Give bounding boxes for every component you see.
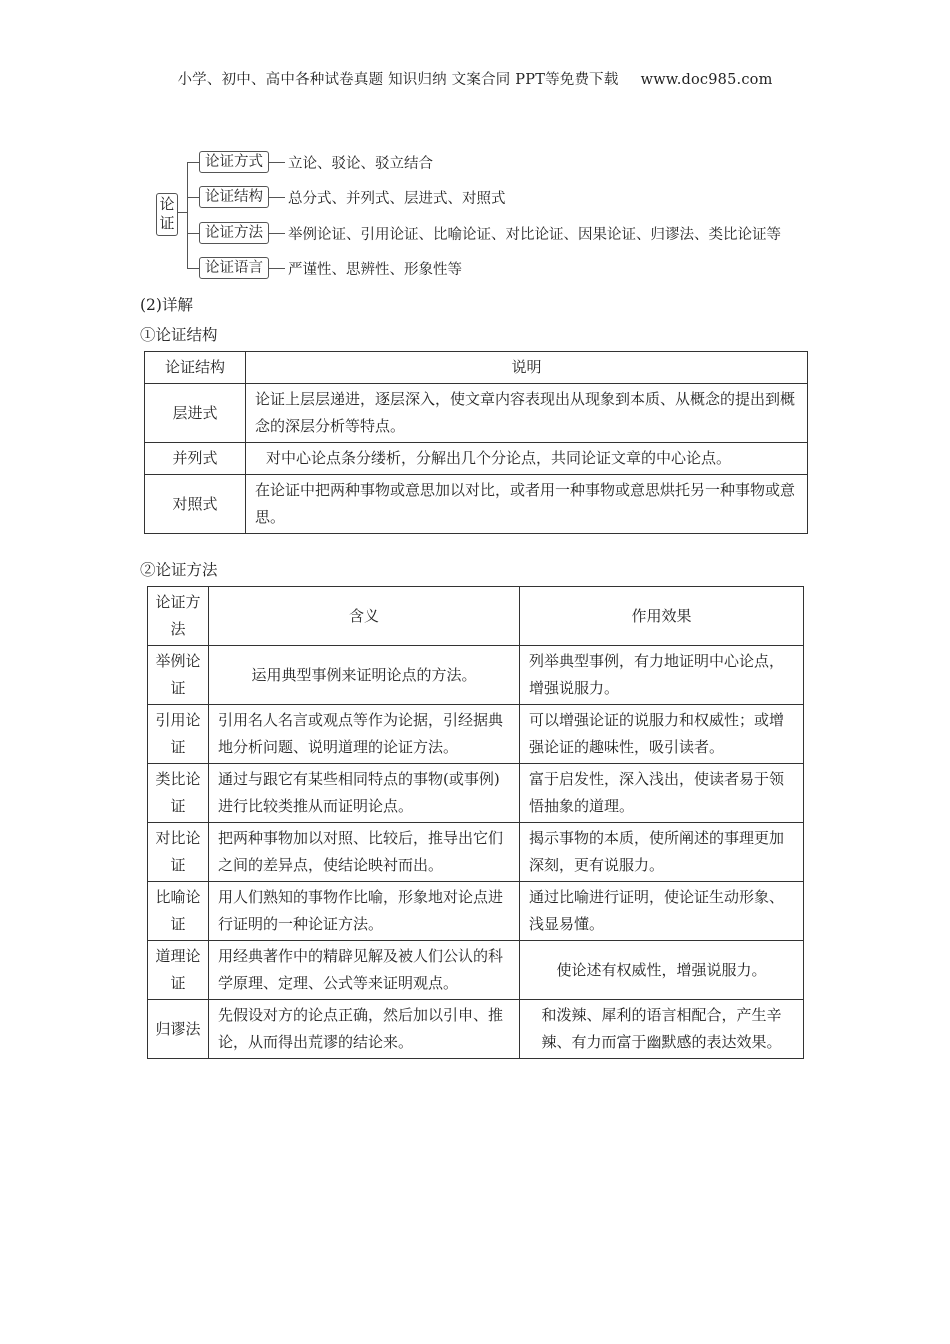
table-row: [148, 823, 804, 882]
mind-map-branch: [187, 257, 462, 279]
section-heading-details: (2)详解: [140, 296, 193, 314]
mind-map-spine: [187, 162, 188, 268]
branch-text: 立论、驳论、驳立结合: [288, 155, 433, 172]
table-cell: 在论证中把两种事物或意思加以对比，或者用一种事物或意思烘托另一种事物或意思。: [246, 475, 808, 534]
table-row: [148, 764, 804, 823]
table-cell: 用人们熟知的事物作比喻，形象地对论点进行证明的一种论证方法。: [209, 882, 520, 941]
mind-map-connector: [177, 212, 187, 213]
table-row: [148, 705, 804, 764]
branch-label: 论证语言: [199, 257, 269, 279]
table-row: [148, 882, 804, 941]
table-header-cell: 含义: [209, 587, 520, 646]
section-heading-structure: ①论证结构: [140, 326, 218, 344]
table-header-row: [148, 587, 804, 646]
table-row: [148, 646, 804, 705]
table-row: [145, 384, 808, 443]
table-cell: 道理论证: [148, 941, 209, 1000]
table-cell: 富于启发性，深入浅出，使读者易于领悟抽象的道理。: [520, 764, 804, 823]
table-cell: 类比论证: [148, 764, 209, 823]
table-cell: 层进式: [145, 384, 246, 443]
mind-map-root: 论证: [156, 193, 178, 236]
table-row: [145, 475, 808, 534]
table-cell: 并列式: [145, 443, 246, 475]
table-header-cell: 说明: [246, 352, 808, 384]
table-cell: 对照式: [145, 475, 246, 534]
mind-map-branch: [187, 186, 506, 208]
mind-map: [150, 145, 850, 285]
table-cell: 通过比喻进行证明，使论证生动形象、浅显易懂。: [520, 882, 804, 941]
table-cell: 比喻论证: [148, 882, 209, 941]
header-url: www.doc985.com: [640, 72, 773, 88]
table-cell: 对比论证: [148, 823, 209, 882]
table-cell: 对中心论点条分缕析，分解出几个分论点，共同论证文章的中心论点。: [246, 443, 808, 475]
table-cell: 归谬法: [148, 1000, 209, 1059]
branch-text: 严谨性、思辨性、形象性等: [288, 261, 462, 278]
branch-text: 举例论证、引用论证、比喻论证、对比论证、因果论证、归谬法、类比论证等: [288, 226, 781, 243]
branch-label: 论证方式: [199, 151, 269, 173]
header-text: 小学、初中、高中各种试卷真题 知识归纳 文案合同 PPT等免费下载: [177, 72, 619, 88]
table-row: [148, 1000, 804, 1059]
structure-table: [144, 351, 808, 534]
branch-text: 总分式、并列式、层进式、对照式: [288, 190, 506, 207]
table-header-row: [145, 352, 808, 384]
table-cell: 举例论证: [148, 646, 209, 705]
table-cell: 把两种事物加以对照、比较后，推导出它们之间的差异点，使结论映衬而出。: [209, 823, 520, 882]
mind-map-branch: [187, 151, 433, 173]
table-cell: 运用典型事例来证明论点的方法。: [209, 646, 520, 705]
branch-label: 论证结构: [199, 186, 269, 208]
table-cell: 用经典著作中的精辟见解及被人们公认的科学原理、定理、公式等来证明观点。: [209, 941, 520, 1000]
table-cell: 论证上层层递进，逐层深入，使文章内容表现出从现象到本质、从概念的提出到概念的深层分析等特点。: [246, 384, 808, 443]
section-heading-methods: ②论证方法: [140, 561, 218, 579]
mind-map-branch: [187, 222, 781, 244]
table-cell: 和泼辣、犀利的语言相配合，产生辛辣、有力而富于幽默感的表达效果。: [520, 1000, 804, 1059]
branch-label: 论证方法: [199, 222, 269, 244]
table-cell: 使论述有权威性，增强说服力。: [520, 941, 804, 1000]
methods-table: [147, 586, 804, 1059]
table-header-cell: 论证方法: [148, 587, 209, 646]
table-cell: 引用论证: [148, 705, 209, 764]
table-cell: 通过与跟它有某些相同特点的事物(或事例)进行比较类推从而证明论点。: [209, 764, 520, 823]
table-cell: 可以增强论证的说服力和权威性；或增强论证的趣味性，吸引读者。: [520, 705, 804, 764]
table-cell: 先假设对方的论点正确，然后加以引申、推论，从而得出荒谬的结论来。: [209, 1000, 520, 1059]
table-cell: 揭示事物的本质，使所阐述的事理更加深刻，更有说服力。: [520, 823, 804, 882]
table-header-cell: 论证结构: [145, 352, 246, 384]
table-row: [145, 443, 808, 475]
table-row: [148, 941, 804, 1000]
page-header: [0, 68, 950, 89]
table-cell: 列举典型事例，有力地证明中心论点，增强说服力。: [520, 646, 804, 705]
table-cell: 引用名人名言或观点等作为论据，引经据典地分析问题、说明道理的论证方法。: [209, 705, 520, 764]
table-header-cell: 作用效果: [520, 587, 804, 646]
